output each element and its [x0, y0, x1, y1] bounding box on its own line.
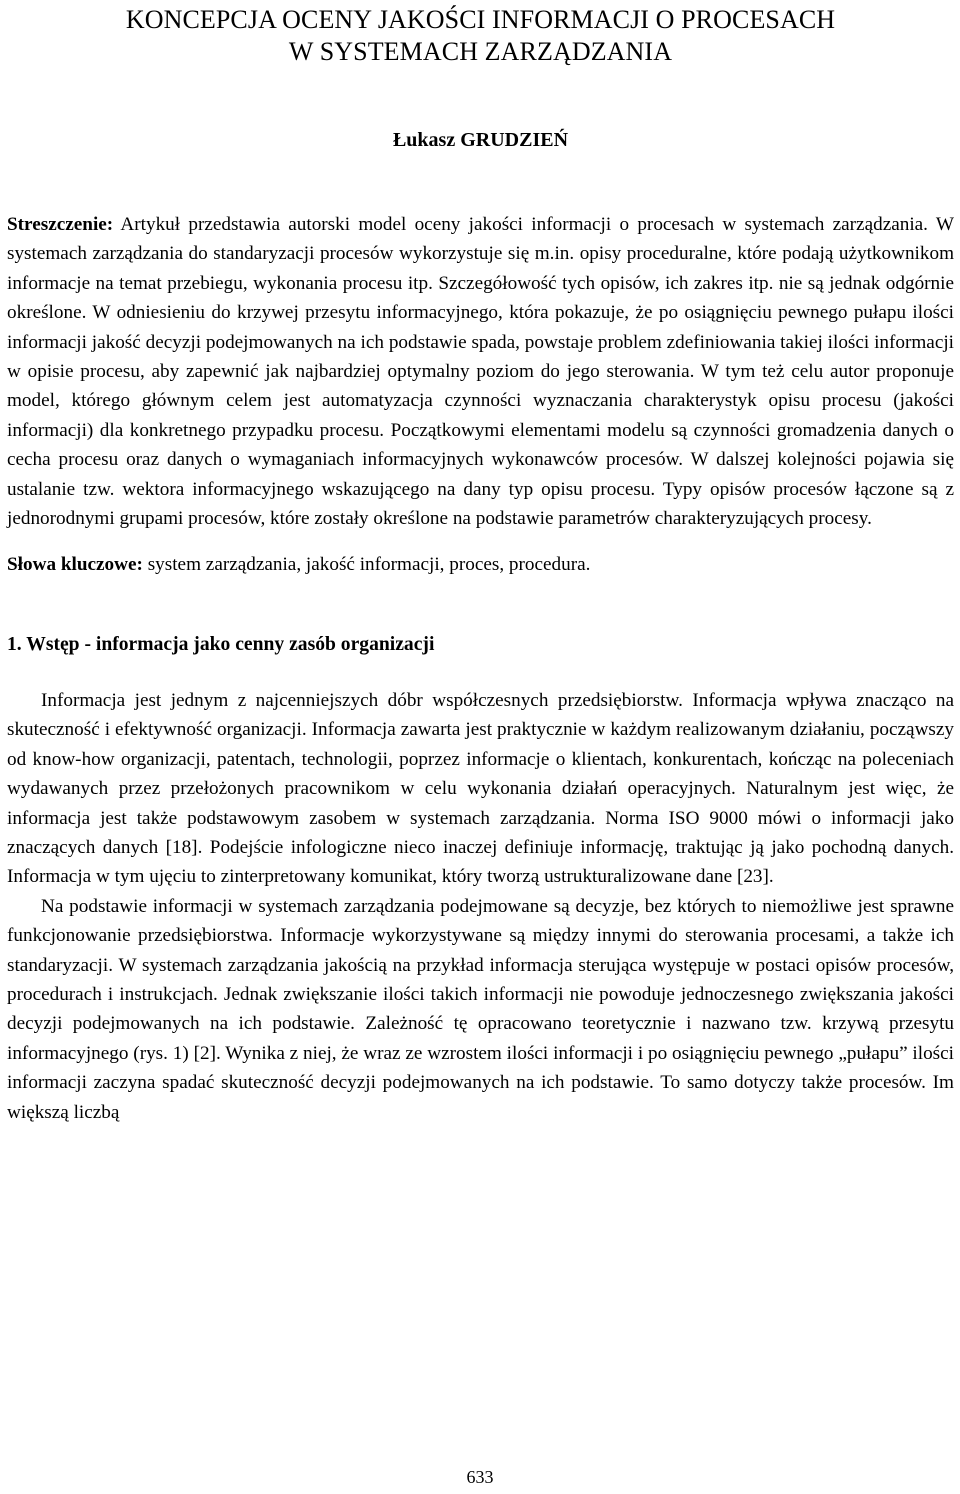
- abstract-text: Artykuł przedstawia autorski model oceny jakości informacji o procesach w systemach zarządzania. W systemach zarządzania do standaryzacji procesów wykorzystuje się m.in. opisy proceduralne, które podają użytkownikom informacje na temat przebiegu, wykonania procesu itp. Szczegółowość tych opisów, ich zakres itp. nie są jednak odgórnie określone. W odniesieniu do krzywej przesytu informacyjnego, która pokazuje, że po osiągnięciu pewnego pułapu ilości informacji jakość decyzji podejmowanych na ich podstawie spada, powstaje problem zdefiniowania takiej ilości informacji w opisie procesu, aby zapewnić jak najbardziej optymalny poziom do jego sterowania. W tym też celu autor proponuje model, którego głównym celem jest automatyzacja czynności wyznaczania charakterystyk opisu procesu (jakości informacji) dla konkretnego przypadku procesu. Początkowymi elementami modelu są czynności gromadzenia danych o cecha procesu oraz danych o wymaganiach informacyjnych wykonawców procesów. W dalszej kolejności pojawia się ustalanie tzw. wektora informacyjnego wskazującego na dany typ opisu procesu. Typy opisów procesów łączone są z jednorodnymi grupami procesów, które zostały określone na podstawie parametrów charakteryzujących procesy.: [7, 214, 954, 530]
- abstract: [7, 210, 954, 533]
- paper-title-line-1: KONCEPCJA OCENY JAKOŚCI INFORMACJI O PROCESACH: [125, 5, 836, 34]
- author-name: Łukasz GRUDZIEŃ: [392, 129, 569, 151]
- section-heading: 1. Wstęp - informacja jako cenny zasób organizacji: [7, 633, 435, 655]
- paper-title: [7, 4, 954, 68]
- section-body: [7, 686, 954, 1127]
- body-paragraph-1: Informacja jest jednym z najcenniejszych dóbr współczesnych przedsiębiorstw. Informacja wpływa znacząco na skuteczność i efektywność organizacji. Informacja zawarta jest praktycznie w każdym realizowanym działaniu, począwszy od know-how organizacji, patentach, technologii, poprzez informacje o klientach, konkurentach, kończąc na poleceniach wydawanych przez przełożonych pracownikom w celu wykonania działań operacyjnych. Naturalnym jest więc, że informacja jest także podstawowym zasobem w systemach zarządzania. Norma ISO 9000 mówi o informacji jako znaczących danych [18]. Podejście infologiczne nieco inaczej definiuje informację, traktując ją jako pochodną danych. Informacja w tym ujęciu to zinterpretowany komunikat, który tworzą ustrukturalizowane dane [23].: [7, 689, 954, 888]
- keywords-label: Słowa kluczowe:: [7, 554, 143, 576]
- keywords-text: system zarządzania, jakość informacji, proces, procedura.: [142, 554, 591, 576]
- paper-title-line-2: W SYSTEMACH ZARZĄDZANIA: [288, 37, 673, 66]
- paper-page: [7, 0, 954, 1127]
- abstract-label: Streszczenie:: [7, 214, 114, 235]
- keywords: [7, 550, 954, 579]
- page-number: 633: [466, 1467, 494, 1487]
- body-paragraph-2: Na podstawie informacji w systemach zarządzania podejmowane są decyzje, bez których to niemożliwe jest sprawne funkcjonowanie przedsiębiorstwa. Informacje wykorzystywane są między innymi do sterowania procesami, a także ich standaryzacji. W systemach zarządzania jakością na przykład informacja sterująca występuje w postaci opisów procesów, procedurach i instrukcjach. Jednak zwiększanie ilości takich informacji nie powoduje jednoczesnego zwiększania jakości decyzji podejmowanych na ich podstawie. Zależność tę opracowano teoretycznie i nazwano tzw. krzywą przesytu informacyjnego (rys. 1) [2]. Wynika z niej, że wraz ze wzrostem ilości informacji i po osiągnięciu pewnego „pułapu” ilości informacji zaczyna spadać skuteczność decyzji podejmowanych na ich podstawie. To samo dotyczy także procesów. Im większą liczbą: [7, 895, 954, 1123]
